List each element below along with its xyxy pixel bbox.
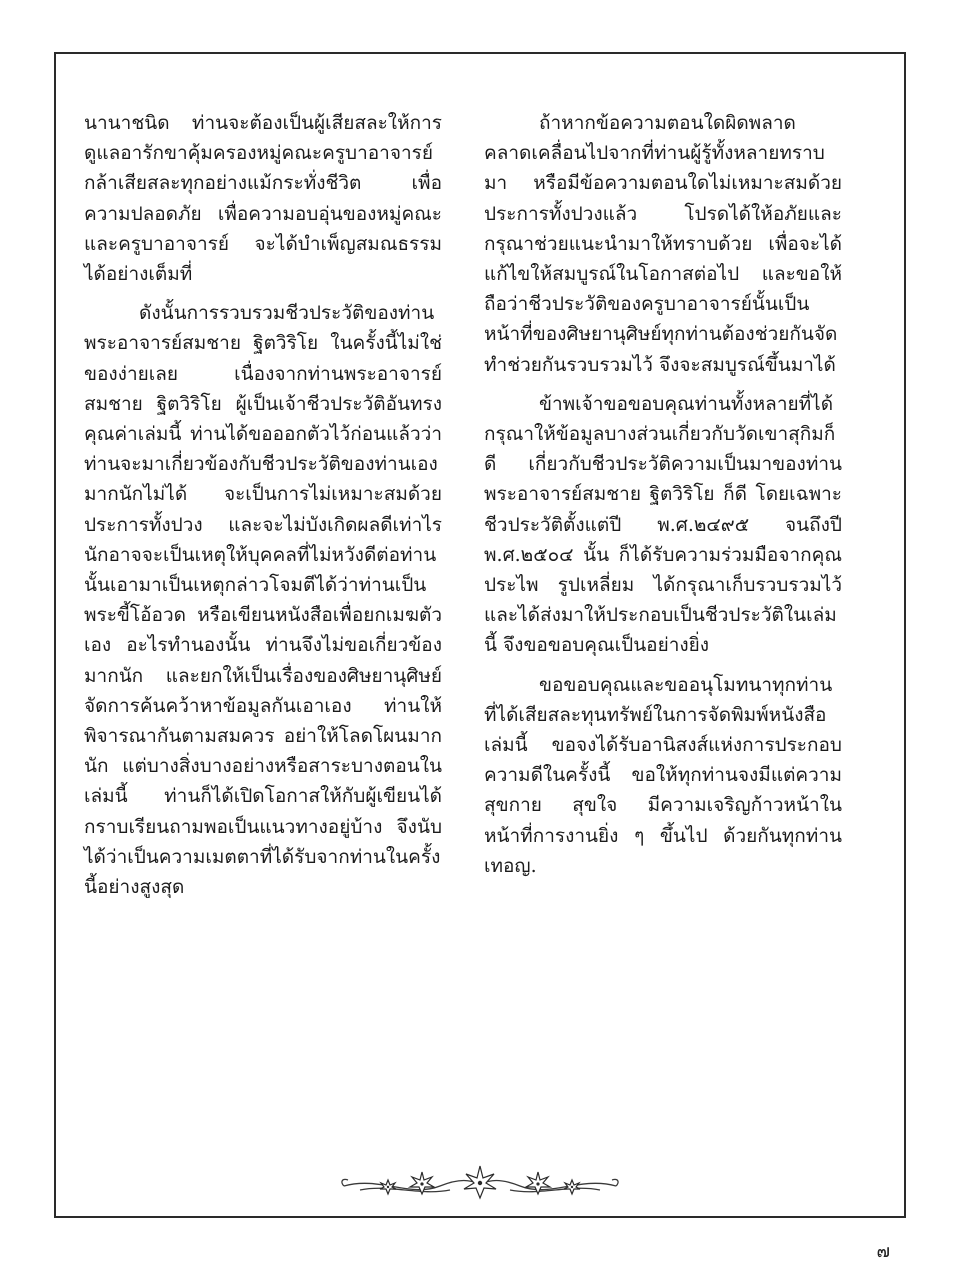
page-number: ๗	[876, 1241, 890, 1262]
page-border	[54, 52, 906, 1218]
right-text-column	[484, 108, 842, 881]
right-paragraph-3: ขอขอบคุณและขออนุโมทนาทุกท่านที่ได้เสียสละทุนทรัพย์ในการจัดพิมพ์หนังสือเล่มนี้ ขอจงได้รับอานิสงส์แห่งการประกอบความดีในครั้งนี้ ขอให้ทุกท่านจงมีแต่ความสุขกาย สุขใจ มีความเจริญก้าวหน้าในหน้าที่การงานยิ่ง ๆ ขึ้นไป ด้วยกันทุกท่าน เทอญ.	[484, 673, 842, 877]
left-paragraph-1: นานาชนิด ท่านจะต้องเป็นผู้เสียสละให้การดูแลอารักขาคุ้มครองหมู่คณะครูบาอาจารย์ กล้าเสียสละทุกอย่างแม้กระทั่งชีวิต เพื่อความปลอดภัย เพื่อความอบอุ่นของหมู่คณะ และครูบาอาจารย์ จะได้บำเพ็ญสมณธรรมได้อย่างเต็มที่	[84, 112, 442, 286]
right-paragraph-2: ข้าพเจ้าขอขอบคุณท่านทั้งหลายที่ได้กรุณาให้ข้อมูลบางส่วนเกี่ยวกับวัดเขาสุกิมก็ดี เกี่ยวกับชีวประวัติความเป็นมาของท่านพระอาจารย์สมชาย ฐิตวิริโย ก็ดี โดยเฉพาะชีวประวัติตั้งแต่ปี พ.ศ.๒๔๙๕ จนถึงปี พ.ศ.๒๕๐๔ นั้น ก็ได้รับความร่วมมือจากคุณประไพ รูปเหลี่ยม ได้กรุณาเก็บรวบรวมไว้ และได้ส่งมาให้ประกอบเป็นชีวประวัติในเล่มนี้ จึงขอขอบคุณเป็นอย่างยิ่ง	[484, 392, 842, 657]
left-paragraph-2: ดังนั้นการรวบรวมชีวประวัติของท่านพระอาจารย์สมชาย ฐิตวิริโย ในครั้งนี้ไม่ใช่ของง่ายเลย เนื่องจากท่านพระอาจารย์สมชาย ฐิตวิริโย ผู้เป็นเจ้าชีวประวัติอันทรงคุณค่าเล่มนี้ ท่านได้ขอออกตัวไว้ก่อนแล้วว่าท่านจะมาเกี่ยวข้องกับชีวประวัติของท่านเองมากนักไม่ได้ จะเป็นการไม่เหมาะสมด้วยประการทั้งปวง และจะไม่บังเกิดผลดีเท่าไรนักอาจจะเป็นเหตุให้บุคคลที่ไม่หวังดีต่อท่านนั้นเอามาเป็นเหตุกล่าวโจมตีได้ว่าท่านเป็นพระขี้โอ้อวด หรือเขียนหนังสือเพื่อยกเมฆตัวเอง อะไรทำนองนั้น ท่านจึงไม่ขอเกี่ยวข้องมากนัก และยกให้เป็นเรื่องของศิษยานุศิษย์จัดการค้นคว้าหาข้อมูลกันเอาเอง ท่านให้พิจารณากันตามสมควร อย่าให้โลดโผนมากนัก แต่บางสิ่งบางอย่างหรือสาระบางตอนในเล่มนี้ ท่านก็ได้เปิดโอกาสให้กับผู้เขียนได้กราบเรียนถามพอเป็นแนวทางอยู่บ้าง จึงนับได้ว่าเป็นความเมตตาที่ได้รับจากท่านในครั้งนี้อย่างสูงสุด	[84, 302, 442, 899]
floral-divider-icon	[340, 1158, 620, 1202]
left-text-column	[84, 108, 442, 902]
right-paragraph-1: ถ้าหากข้อความตอนใดผิดพลาดคลาดเคลื่อนไปจากที่ท่านผู้รู้ทั้งหลายทราบมา หรือมีข้อความตอนใดไม่เหมาะสมด้วยประการทั้งปวงแล้ว โปรดได้ให้อภัยและกรุณาช่วยแนะนำมาให้ทราบด้วย เพื่อจะได้แก้ไขให้สมบูรณ์ในโอกาสต่อไป และขอให้ถือว่าชีวประวัติของครูบาอาจารย์นั้นเป็นหน้าที่ของศิษยานุศิษย์ทุกท่านต้องช่วยกันจัดทำช่วยกันรวบรวมไว้ จึงจะสมบูรณ์ขึ้นมาได้	[484, 112, 842, 376]
